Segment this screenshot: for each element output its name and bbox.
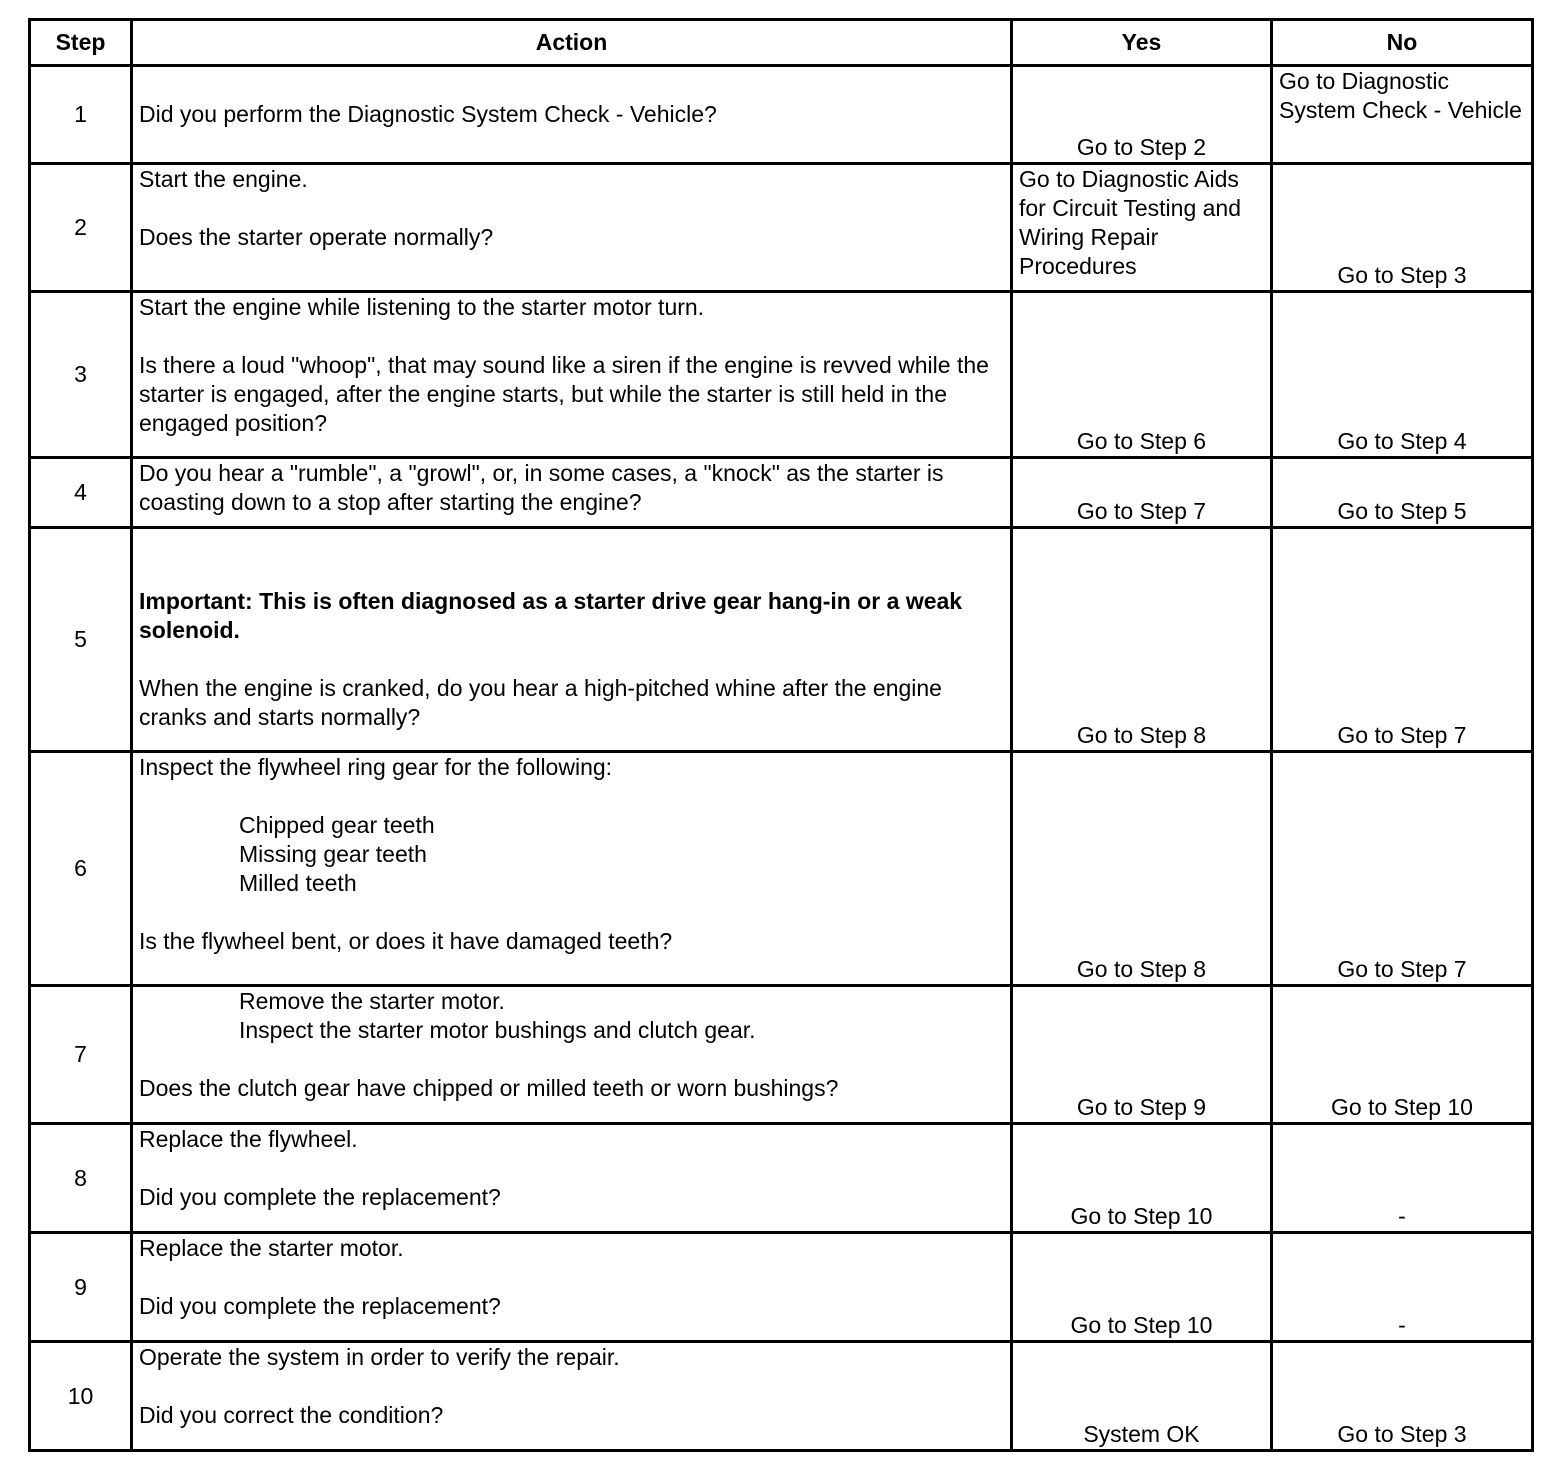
yes-cell: Go to Step 6 [1012,292,1272,458]
step-number: 10 [30,1342,132,1451]
table-row [30,752,1533,986]
yes-cell: Go to Step 8 [1012,752,1272,986]
action-question: Did you perform the Diagnostic System Check - Vehicle? [139,101,717,127]
table-row [30,458,1533,528]
yes-cell: Go to Step 7 [1012,458,1272,528]
no-cell: Go to Step 3 [1272,164,1533,292]
no-cell: Go to Step 10 [1272,986,1533,1124]
diagnostic-table-container [28,18,1534,1452]
list-item: Chipped gear teeth [239,812,435,838]
action-question: Did you complete the replacement? [139,1184,501,1210]
no-cell: - [1272,1233,1533,1342]
table-row [30,164,1533,292]
action-instruction: Inspect the flywheel ring gear for the following: [139,754,613,780]
no-cell: - [1272,1124,1533,1233]
action-question: When the engine is cranked, do you hear a high-pitched whine after the engine cranks and starts normally? [139,675,942,730]
yes-cell: System OK [1012,1342,1272,1451]
step-number: 5 [30,528,132,752]
action-instruction: Replace the flywheel. [139,1126,358,1152]
yes-cell: Go to Step 2 [1012,66,1272,164]
action-cell [132,528,1012,752]
action-question: Does the clutch gear have chipped or milled teeth or worn bushings? [139,1075,839,1101]
yes-cell: Go to Step 9 [1012,986,1272,1124]
no-cell: Go to Step 4 [1272,292,1533,458]
action-cell [132,292,1012,458]
no-cell: Go to Diagnostic System Check - Vehicle [1272,66,1533,164]
action-cell [132,66,1012,164]
yes-cell: Go to Diagnostic Aids for Circuit Testing and Wiring Repair Procedures [1012,164,1272,292]
list-item: Missing gear teeth [239,841,427,867]
action-question: Does the starter operate normally? [139,224,494,250]
table-row [30,292,1533,458]
no-cell: Go to Step 5 [1272,458,1533,528]
no-cell: Go to Step 7 [1272,528,1533,752]
action-question: Did you complete the replacement? [139,1293,501,1319]
table-row [30,1124,1533,1233]
header-row [30,20,1533,66]
step-number: 2 [30,164,132,292]
table-row [30,1342,1533,1451]
table-row [30,1233,1533,1342]
action-question: Is there a loud "whoop", that may sound like a siren if the engine is revved while the starter is engaged, after the engine starts, but while the starter is still held in the engaged position? [139,352,989,436]
list-item: Remove the starter motor. [239,988,505,1014]
yes-cell: Go to Step 10 [1012,1233,1272,1342]
yes-cell: Go to Step 10 [1012,1124,1272,1233]
action-instruction: Start the engine while listening to the starter motor turn. [139,294,705,320]
header-no: No [1272,20,1533,66]
action-cell [132,1124,1012,1233]
no-cell: Go to Step 7 [1272,752,1533,986]
action-instruction: Replace the starter motor. [139,1235,404,1261]
action-question: Do you hear a "rumble", a "growl", or, in some cases, a "knock" as the starter is coasting down to a stop after starting the engine? [139,460,944,515]
header-yes: Yes [1012,20,1272,66]
action-instruction: Operate the system in order to verify the repair. [139,1344,620,1370]
step-number: 9 [30,1233,132,1342]
step-number: 6 [30,752,132,986]
step-number: 4 [30,458,132,528]
no-cell: Go to Step 3 [1272,1342,1533,1451]
action-question: Is the flywheel bent, or does it have damaged teeth? [139,928,673,954]
header-action: Action [132,20,1012,66]
step-number: 3 [30,292,132,458]
action-cell [132,458,1012,528]
action-instruction: Start the engine. [139,166,308,192]
action-cell [132,1233,1012,1342]
action-cell [132,752,1012,986]
header-step: Step [30,20,132,66]
list-item: Inspect the starter motor bushings and clutch gear. [239,1017,756,1043]
action-cell [132,1342,1012,1451]
step-number: 1 [30,66,132,164]
table-row [30,528,1533,752]
important-note: Important: This is often diagnosed as a starter drive gear hang-in or a weak solenoid. [139,588,963,643]
action-cell [132,986,1012,1124]
table-row [30,986,1533,1124]
action-cell [132,164,1012,292]
list-item: Milled teeth [239,870,357,896]
action-question: Did you correct the condition? [139,1402,444,1428]
table-row [30,66,1533,164]
step-number: 7 [30,986,132,1124]
yes-cell: Go to Step 8 [1012,528,1272,752]
step-number: 8 [30,1124,132,1233]
diagnostic-table [28,18,1534,1452]
